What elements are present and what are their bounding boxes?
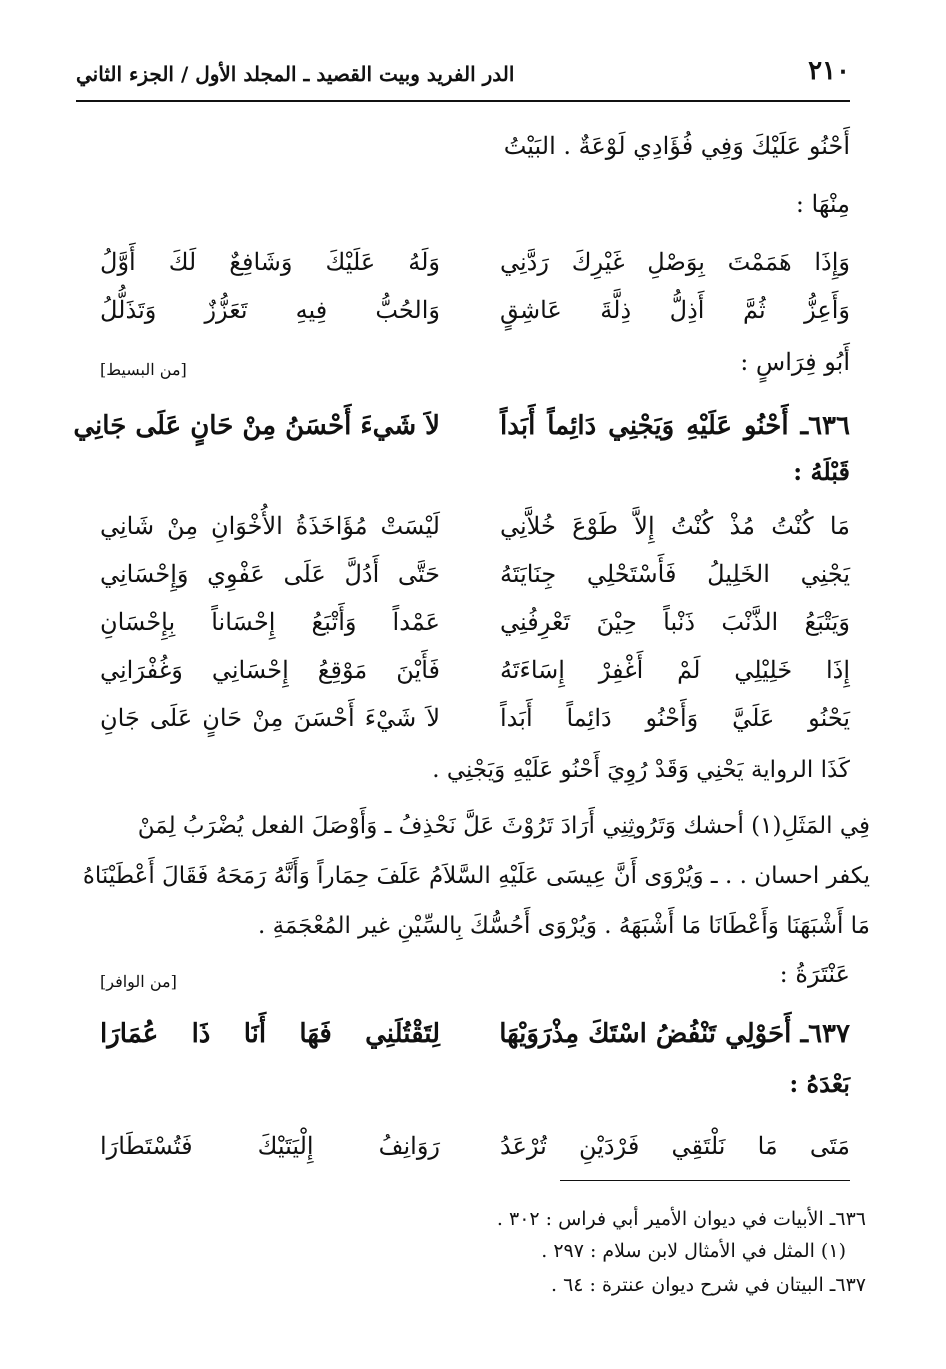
verse-row <box>100 602 850 642</box>
verse-row <box>100 242 850 282</box>
hemistich-text: أَحْنُو عَلَيْهِ وَيَجْنِي دَائِماً أَبَداً <box>500 411 789 441</box>
footnote-divider <box>560 1180 850 1181</box>
hemistich-first: وَأَعِزُّ ثُمَّ أَذِلُّ ذِلَّةَ عَاشِقٍ <box>500 296 850 324</box>
riwaya-note: كَذَا الرواية يَحْنِي وَقَدْ رُوِيَ أَحْنُو عَلَيْهِ وَيَجْنِي . <box>432 757 850 783</box>
main-verse-637 <box>100 1014 850 1054</box>
verse-row <box>100 506 850 546</box>
section-label-qablahu: قَبْلَهُ : <box>793 457 850 486</box>
hemistich-second: لاَ شَيْءَ أَحْسَنَ مِنْ حَانٍ عَلَى جَانِ <box>100 704 440 732</box>
hemistich-first: إِذَا خَلِيْلِي لَمْ أَغْفِرْ إِسَاءَتَهُ <box>500 656 850 684</box>
footnote: ٦٣٧ـ البيتان في شرح ديوان عنترة : ٦٤ . <box>550 1274 866 1296</box>
mathal-line: يكفر احسان . . ـ وَيُرْوَى أَنَّ عِيسَى عَلَيْهِ السَّلاَمُ عَلَفَ حِمَاراً وَأَنَّهُ رَمَحَهُ فَقَالَ أَعْطَيْنَاهُ <box>82 863 870 889</box>
verse-row <box>100 554 850 594</box>
hemistich-first: يَجْنِي الخَلِيلُ فَأَسْتَحْلِي جِنَايَتَهُ <box>500 560 850 588</box>
mathal-line: فِي المَثَلِ(١) أحشك وَتَرُوثِنِي أَرَادَ تَرُوْثَ عَلَّ نَحْذِفُ ـ وَأَوْصَلَ الفعل يُضْرَبُ لِمَنْ <box>137 813 870 839</box>
section-label-badahu: بَعْدَهُ : <box>789 1069 850 1098</box>
section-label-minha: مِنْهَا : <box>795 190 850 218</box>
hemistich-second: وَلَهُ عَلَيْكَ وَشَافِعٌ لَكَ أَوَّلُ <box>100 248 440 276</box>
page-number: ٢١٠ <box>808 56 850 86</box>
hemistich-first <box>500 406 850 446</box>
hemistich-first: وَيَتْبَعُ الذَّنْبَ ذَنْباً حِيْنَ تَعْرِفُنِي <box>500 608 850 636</box>
hemistich-first: يَحْنُو عَلَيَّ وَأَحْنُو دَائِماً أَبَداً <box>500 704 850 732</box>
hemistich-first <box>500 1014 850 1054</box>
hemistich-second: وَالحُبُّ فِيهِ تَعَزُّزٌ وَتَذَلُّلُ <box>100 296 440 324</box>
mathal-line: مَا أَشْبَهَنَا وَأَعْطَانَا مَا أَشْبَهَهُ . وَيُرْوَى أَحُسُّكَ بِالسِّيْنِ غير المُعْجَمَةِ . <box>257 913 870 939</box>
hemistich-second: حَتَّى أَدُلَّ عَلَى عَفْوِي وَإِحْسَانِي <box>100 560 440 588</box>
verse-row <box>100 290 850 330</box>
verse-row <box>100 1126 850 1166</box>
verse-row <box>100 698 850 738</box>
hemistich-second: لَيْسَتْ مُؤَاخَذَةُ الأُخْوَانِ مِنْ شَانِي <box>100 512 440 540</box>
entry-number: ٦٣٦ـ <box>800 411 850 441</box>
footnote: (١) المثل في الأمثال لابن سلام : ٢٩٧ . <box>541 1240 846 1262</box>
running-title: الدر الفريد وبيت القصيد ـ المجلد الأول / الجزء الثاني <box>76 62 515 86</box>
verse-row <box>100 650 850 690</box>
hemistich-text: أَحَوْلِي تَنْفُضُ اسْتَكَ مِذْرَوَيْهَا <box>499 1019 792 1049</box>
hemistich-second: رَوَانِفُ إِلْيَتَيْكَ فَتُسْتَطَارَا <box>100 1132 440 1160</box>
hemistich-second: فَأَيْنَ مَوْقِعُ إِحْسَانِي وَغُفْرَانِي <box>100 656 440 684</box>
meter-label: [من الوافر] <box>100 972 177 991</box>
verse-fragment: أَحْنُو عَلَيْكَ وَفِي فُؤَادِي لَوْعَةٌ . البَيْتُ <box>503 132 850 160</box>
footnote: ٦٣٦ـ الأبيات في ديوان الأمير أبي فراس : ٣٠٢ . <box>496 1208 866 1230</box>
poet-name: أَبُو فِرَاسٍ : <box>740 348 850 376</box>
entry-number: ٦٣٧ـ <box>800 1019 850 1049</box>
hemistich-second: لاَ شَيءَ أَحْسَنُ مِنْ حَانٍ عَلَى جَانِي <box>73 411 440 441</box>
page-header <box>76 56 850 102</box>
hemistich-first: مَا كُنْتُ مُذْ كُنْتُ إِلاَّ طَوْعَ خُلاَّنِي <box>500 512 850 540</box>
hemistich-second: عَمْداً وَأَتْبَعُ إِحْسَاناً بِإِحْسَانِ <box>100 608 440 636</box>
main-verse-636 <box>73 406 850 446</box>
hemistich-first: مَتَى مَا نَلْتَقِي فَرْدَيْنِ تُرْعَدُ <box>500 1132 850 1160</box>
poet-name: عَنْتَرَةُ : <box>779 960 850 988</box>
hemistich-first: وَإِذَا هَمَمْتَ بِوَصْلِ غَيْرِكَ رَدَّنِي <box>500 248 850 276</box>
hemistich-second: لِتَقْتُلَنِي فَهَا أَنَا ذَا عُمَارَا <box>100 1019 440 1049</box>
meter-label: [من البسيط] <box>100 360 187 379</box>
